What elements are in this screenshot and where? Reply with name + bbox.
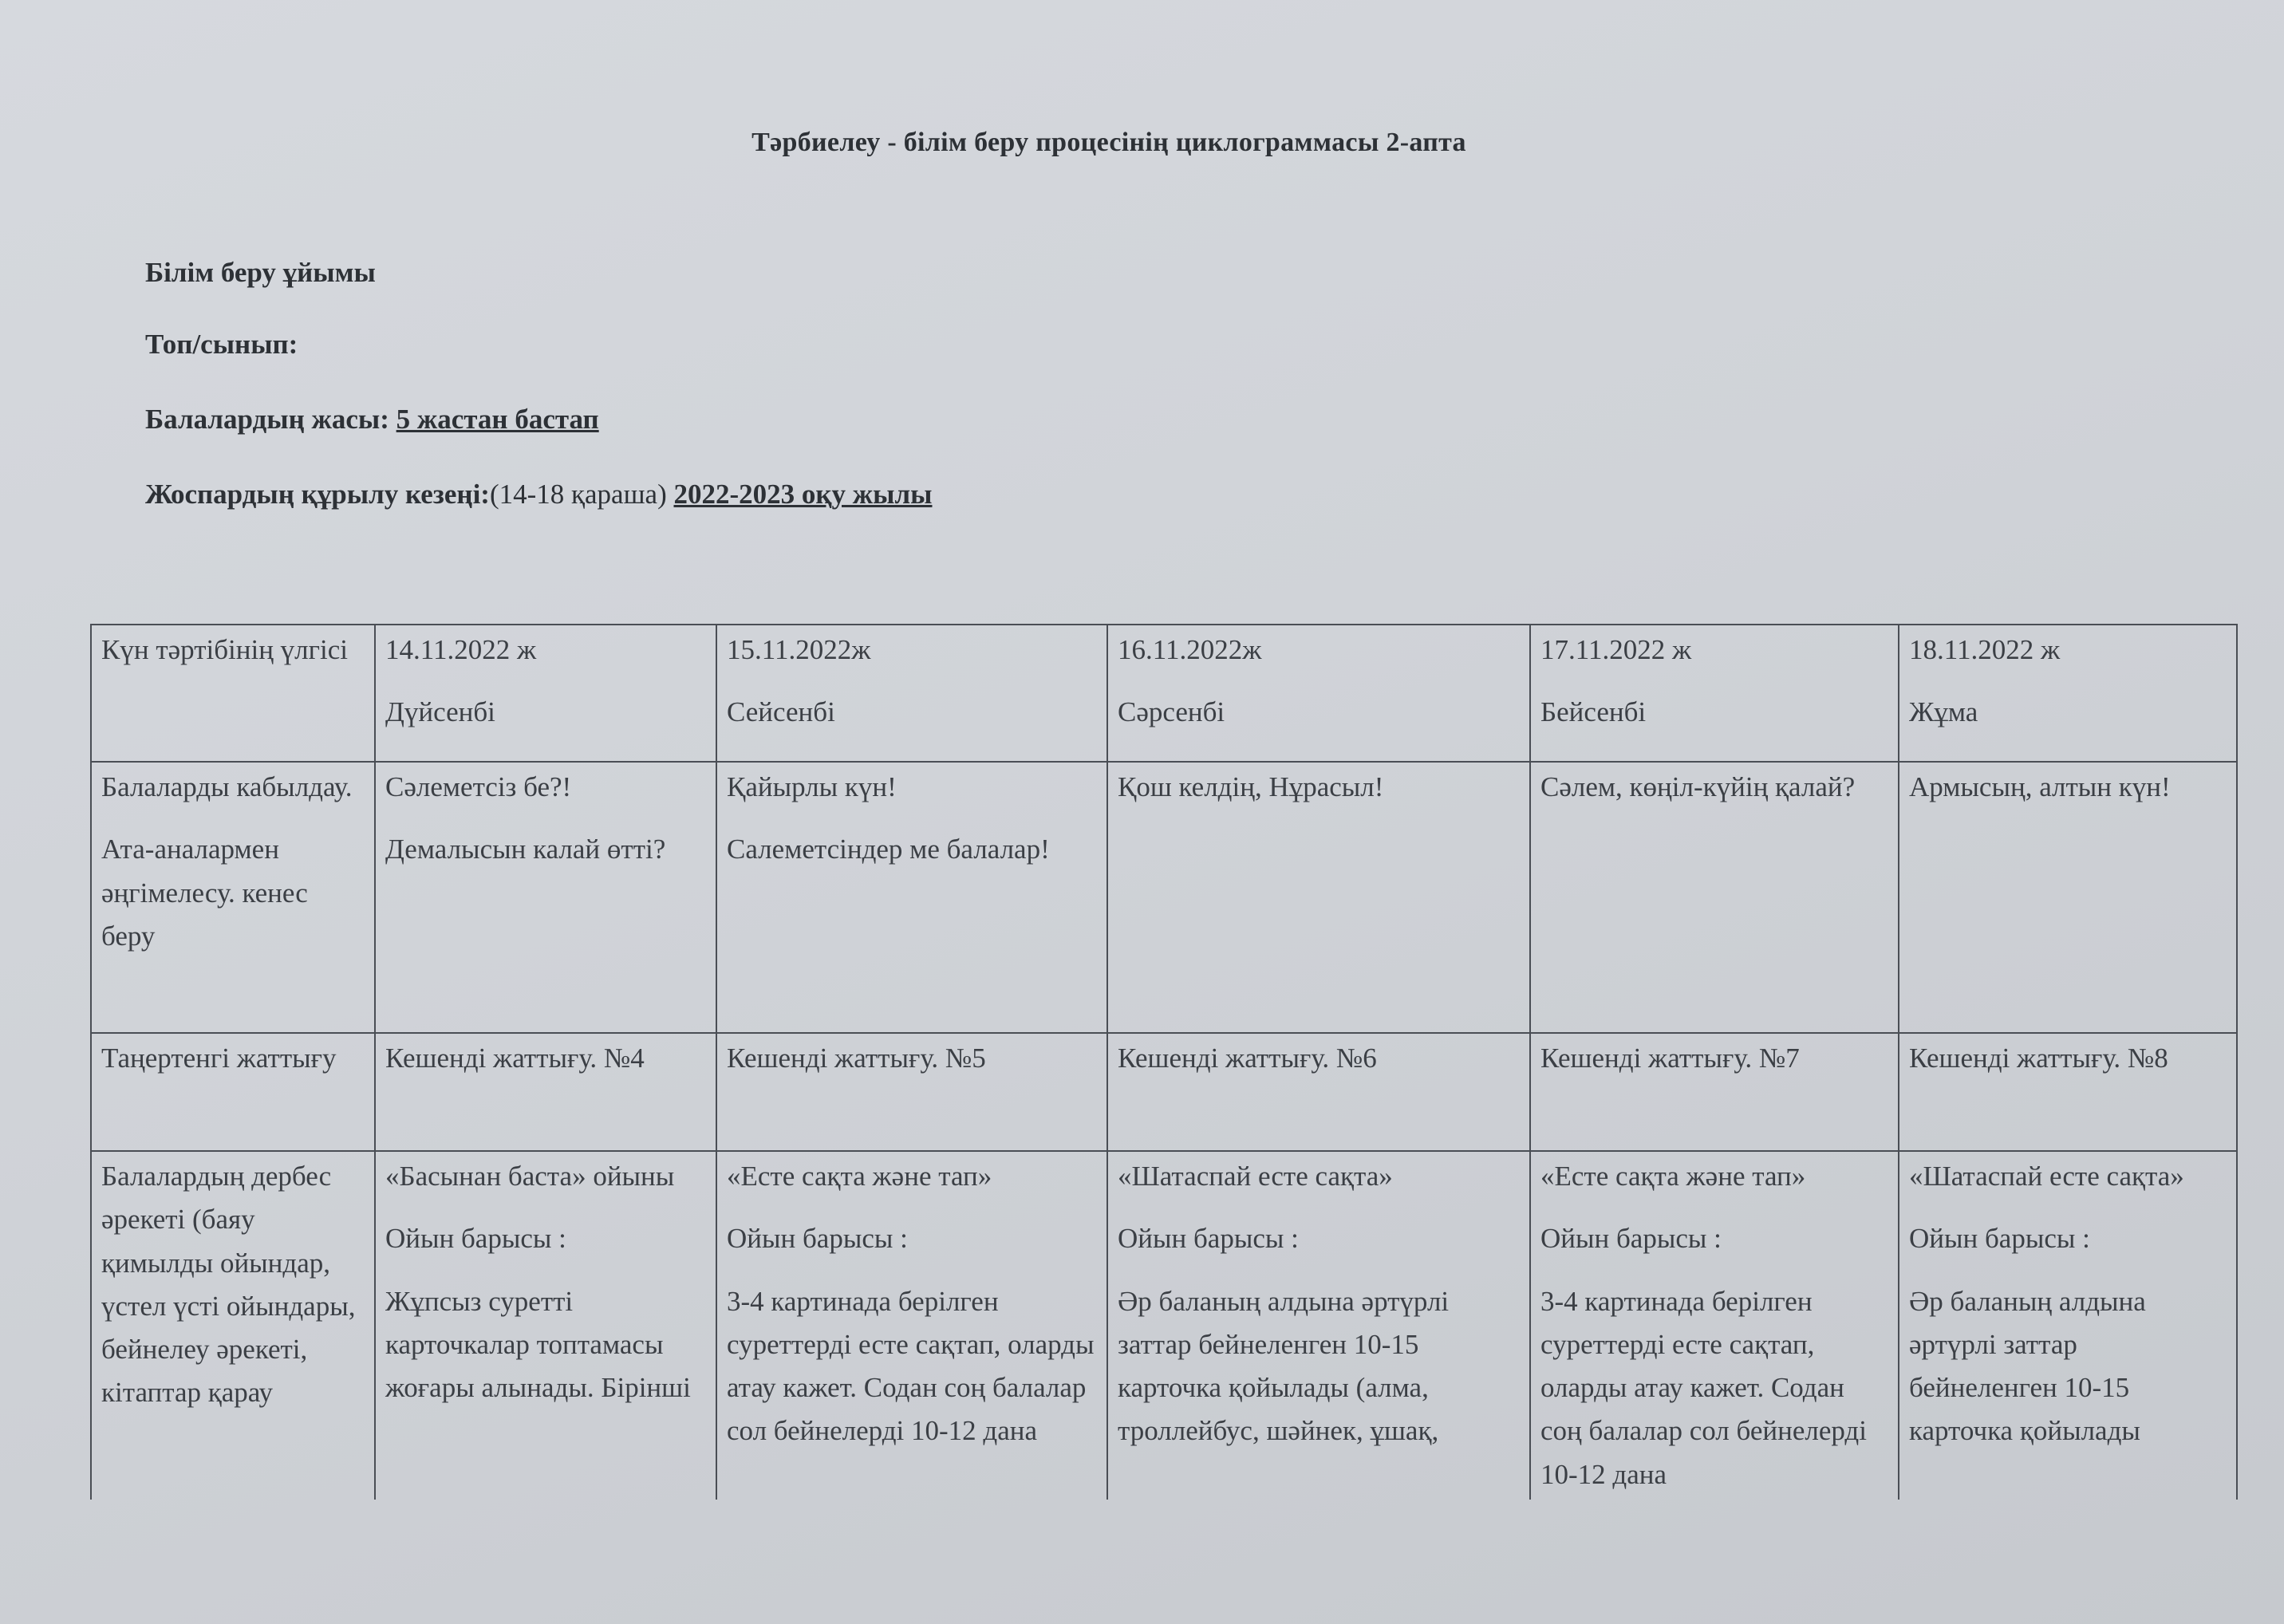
age-value: 5 жастан бастап [396,404,599,435]
activity-cell [716,1151,1107,1500]
table-row-exercise [91,1033,2237,1151]
game-progress-label: Ойын барысы : [385,1223,566,1255]
game-title: «Басынан баста» ойыны [385,1161,675,1192]
header-cell-day [1530,625,1899,762]
row-label-cell [91,1151,375,1500]
activity-label: Балалардың дербес әрекеті (баяу қимылды ойындар, үстел үсті ойындары, бейнелеу әрекеті, кітаптар қарау [101,1161,356,1409]
exercise-label: Таңертенгі жаттығу [101,1043,337,1074]
activity-cell [1530,1151,1899,1500]
exercise-cell [1899,1033,2237,1151]
day-date: 15.11.2022ж [727,634,871,665]
day-weekday: Дүйсенбі [385,696,495,728]
activity-cell [1899,1151,2237,1500]
cell-text: Кешенді жаттығу. №6 [1118,1043,1377,1074]
greeting-cell [1107,762,1530,1033]
row-label-cell [91,762,375,1033]
table-row-greeting [91,762,2237,1033]
greeting-cell [375,762,716,1033]
routine-header: Күн тәртібінің үлгісі [101,634,348,665]
exercise-cell [375,1033,716,1151]
game-description: Жұпсыз суретті карточкалар топтамасы жоғары алынады. Бірінші [385,1285,691,1403]
period-label: Жоспардың құрылу кезеңі: [145,479,490,510]
header-cell-day [1107,625,1530,762]
exercise-cell [1107,1033,1530,1151]
cell-text: Демалысын калай өтті? [385,834,666,865]
day-date: 14.11.2022 ж [385,634,537,665]
period-dates: (14-18 қараша) [489,479,667,510]
header-cell-day [375,625,716,762]
org-label: Білім беру ұйымы [145,257,376,288]
group-line [145,329,298,361]
cell-text: Армысың, алтын күн! [1909,771,2171,802]
greeting-cell [1899,762,2237,1033]
group-label: Топ/сынып: [145,329,298,360]
game-progress-label: Ойын барысы : [1118,1223,1299,1255]
greeting-cell [716,762,1107,1033]
cell-text: Сәлем, көңіл-күйің қалай? [1540,771,1856,802]
game-progress-label: Ойын барысы : [1909,1223,2090,1255]
period-year: 2022-2023 оқу жылы [673,479,933,510]
day-date: 18.11.2022 ж [1909,634,2061,665]
cell-text: Кешенді жаттығу. №8 [1909,1043,2168,1074]
table-header-row [91,625,2237,762]
cell-text: Кешенді жаттығу. №5 [727,1043,986,1074]
header-cell-routine [91,625,375,762]
day-weekday: Сейсенбі [727,696,835,728]
activity-cell [375,1151,716,1500]
parents-label: Ата-аналармен әңгімелесу. кенес беру [101,834,308,952]
game-description: 3-4 картинада берілген суреттерді есте сақтап, оларды атау кажет. Содан соң балалар сол бейнелерді 10-12 дана [1540,1285,1867,1490]
game-progress-label: Ойын барысы : [1540,1223,1722,1255]
cell-text: Қайырлы күн! [727,771,897,802]
age-line [145,404,599,436]
cell-text: Сәлеметсіз бе?! [385,771,572,802]
greeting-cell [1530,762,1899,1033]
document-title: Тәрбиелеу - білім беру процесінің циклограммасы 2-апта [751,128,1466,157]
org-line [145,257,376,289]
game-title: «Есте сақта және тап» [727,1161,992,1192]
day-weekday: Жұма [1909,696,1978,728]
game-title: «Шатаспай есте сақта» [1118,1161,1393,1192]
header-cell-day [716,625,1107,762]
game-description: Әр баланың алдына әртүрлі заттар бейнеленген 10-15 карточка қойылады (алма, троллейбус, шәйнек, ұшақ, [1118,1285,1450,1447]
period-line [145,479,932,510]
exercise-cell [1530,1033,1899,1151]
schedule-table [90,624,2238,1500]
game-description: Әр баланың алдына әртүрлі заттар бейнеленген 10-15 карточка қойылады [1909,1285,2146,1447]
exercise-cell [716,1033,1107,1151]
day-weekday: Бейсенбі [1540,696,1647,728]
day-date: 16.11.2022ж [1118,634,1262,665]
table-row-activity [91,1151,2237,1500]
game-title: «Шатаспай есте сақта» [1909,1161,2184,1192]
age-label: Балалардың жасы: [145,404,389,435]
header-cell-day [1899,625,2237,762]
game-progress-label: Ойын барысы : [727,1223,908,1255]
cell-text: Салеметсіндер ме балалар! [727,834,1050,865]
greeting-label: Балаларды кабылдау. [101,771,353,802]
game-title: «Есте сақта және тап» [1540,1161,1806,1192]
cell-text: Қош келдің, Нұрасыл! [1118,771,1384,802]
activity-cell [1107,1151,1530,1500]
cell-text: Кешенді жаттығу. №4 [385,1043,645,1074]
row-label-cell [91,1033,375,1151]
day-date: 17.11.2022 ж [1540,634,1692,665]
day-weekday: Сәрсенбі [1118,696,1225,728]
cell-text: Кешенді жаттығу. №7 [1540,1043,1800,1074]
game-description: 3-4 картинада берілген суреттерді есте сақтап, оларды атау кажет. Содан соң балалар сол бейнелерді 10-12 дана [727,1285,1095,1447]
